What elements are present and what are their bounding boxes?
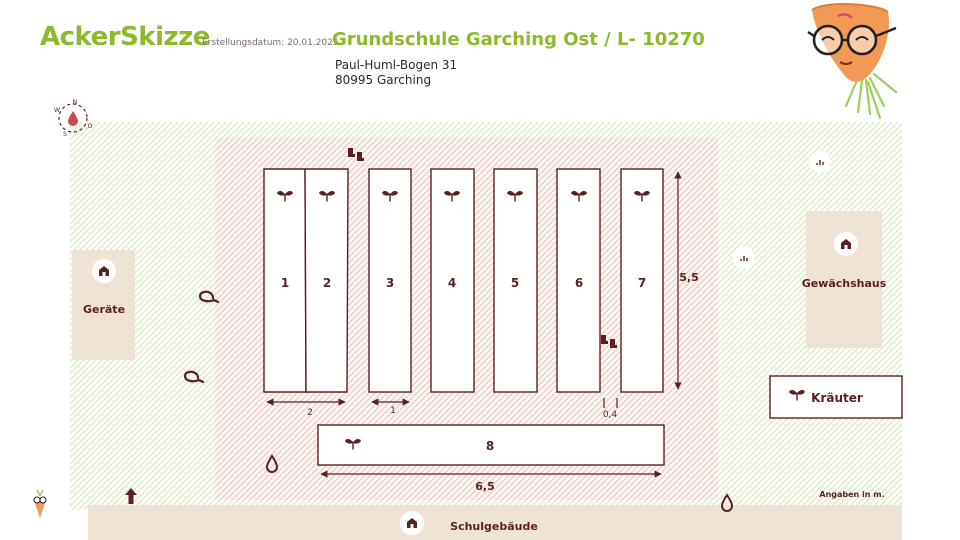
bed-4-label: 4 <box>447 276 457 290</box>
bed-5-label: 5 <box>510 276 520 290</box>
house-icon <box>92 259 116 283</box>
bed-width-label: 2 <box>307 408 313 418</box>
bed-8-label: 8 <box>485 439 495 453</box>
carrot-mascot <box>808 4 896 118</box>
compass-north: N <box>72 99 78 106</box>
bed-7-label: 7 <box>637 276 647 290</box>
house-icon <box>400 511 424 535</box>
app-title: AckerSkizze <box>40 22 210 52</box>
bed-length-label: 5,5 <box>679 271 699 284</box>
gap-label: 0,4 <box>602 410 618 420</box>
compass-west: W <box>54 107 60 114</box>
tools-shed-label: Geräte <box>82 303 126 316</box>
path-width-label: 1 <box>390 406 396 416</box>
sensor-icon <box>809 151 831 173</box>
bed-6-label: 6 <box>574 276 584 290</box>
house-icon <box>834 232 858 256</box>
bed-1-label: 1 <box>280 276 290 290</box>
creation-date: Erstellungsdatum: 20.01.2025 <box>202 38 339 48</box>
units-note: Angaben in m. <box>819 490 885 499</box>
school-building-label: Schulgebäude <box>450 520 538 533</box>
address-street: Paul-Huml-Bogen 31 <box>335 58 458 72</box>
address-city: 80995 Garching <box>335 73 432 87</box>
sensor-icon <box>733 247 755 269</box>
bed-2-label: 2 <box>322 276 332 290</box>
bed8-length-label: 6,5 <box>475 480 495 493</box>
carrot-logo-icon <box>34 490 46 518</box>
compass-east: O <box>87 123 93 130</box>
school-title: Grundschule Garching Ost / L- 10270 <box>332 29 705 50</box>
greenhouse-label: Gewächshaus <box>801 277 887 290</box>
bed-3-label: 3 <box>385 276 395 290</box>
compass-south: S <box>63 131 67 138</box>
herb-bed-label: Kräuter <box>811 391 863 405</box>
